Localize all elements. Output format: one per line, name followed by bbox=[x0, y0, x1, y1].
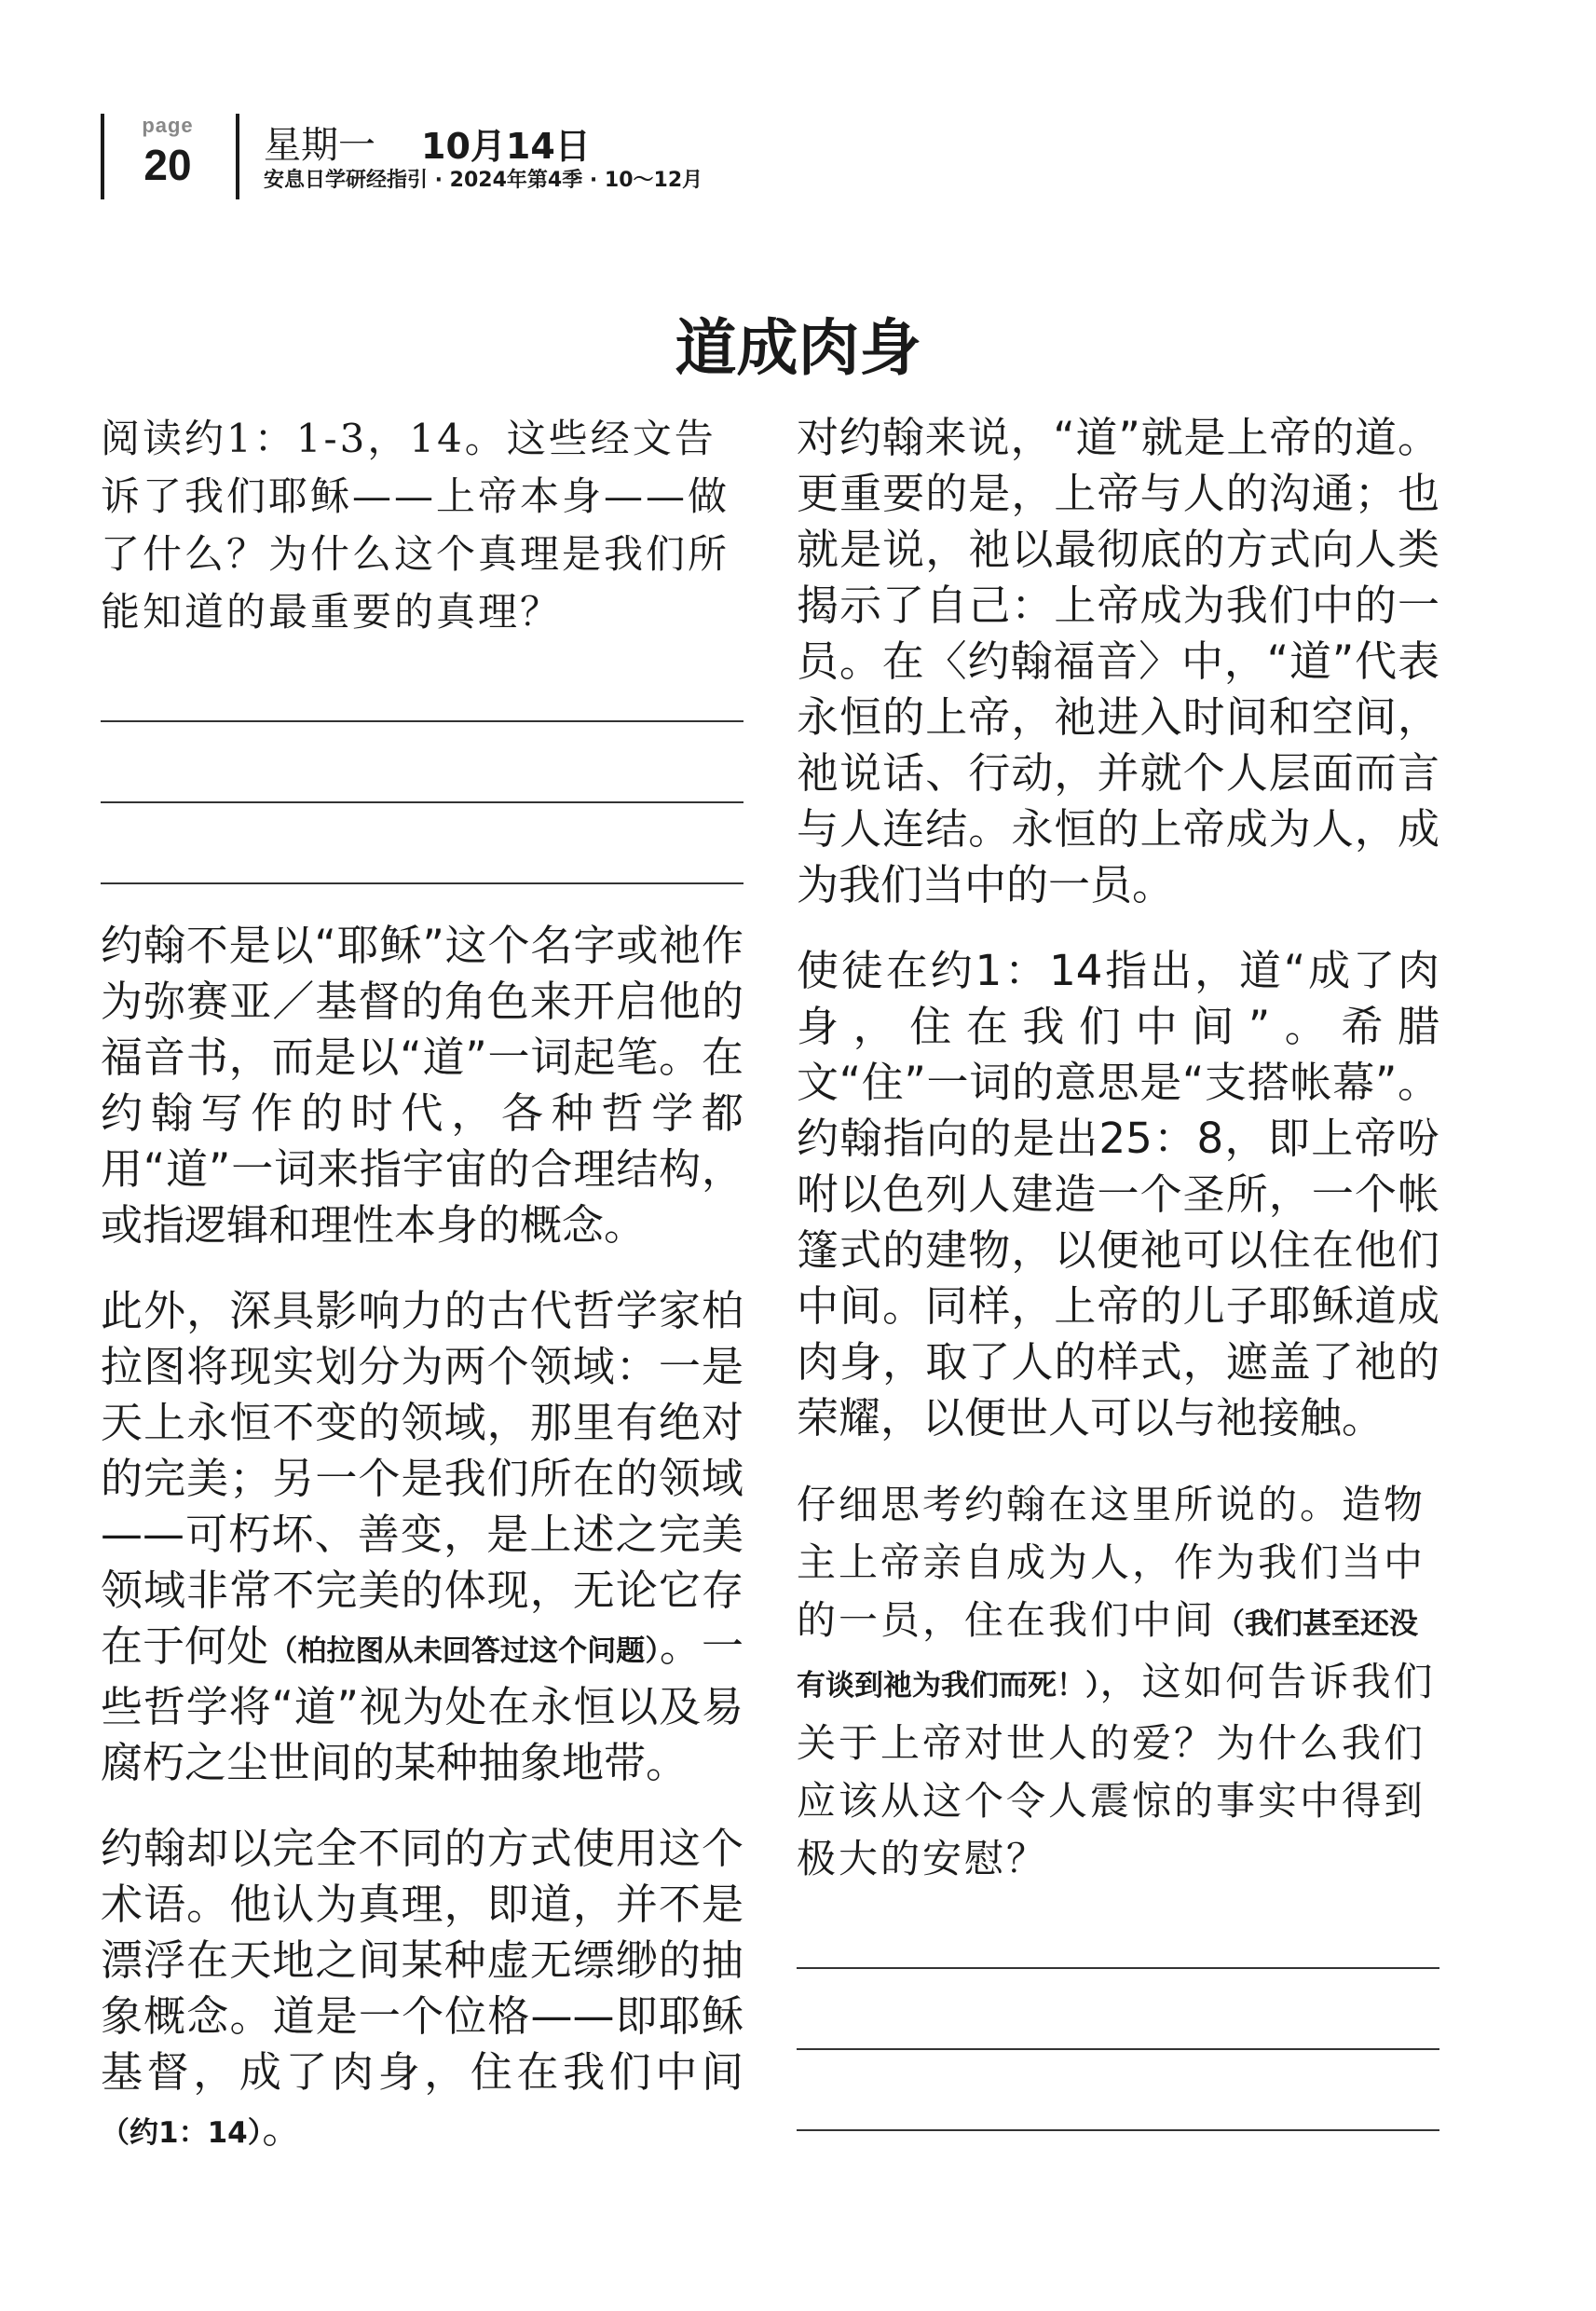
answer-line[interactable] bbox=[101, 800, 743, 803]
page-number: 20 bbox=[143, 141, 192, 189]
answer-lines-1[interactable] bbox=[101, 719, 743, 884]
question-text: 仔细思考约翰在这里所说的。造物主上帝亲自成为人，作为我们当中的一员，住在我们中间 bbox=[797, 1482, 1426, 1643]
study-question-1: 阅读约1：1-3，14。这些经文告诉了我们耶稣——上帝本身——做了什么？为什么这个真理是我们所能知道的最重要的真理？ bbox=[101, 416, 730, 635]
scripture-reference: （约1：14） bbox=[101, 2116, 263, 2150]
paragraph: 使徒在约1：14指出，道“成了肉身，住在我们中间”。希腊文“住”一词的意思是“支搭帐幕”。约翰指向的是出25：8，即上帝吩咐以色列人建造一个圣所，一个帐篷式的建物，以便祂可以住在他们中间。同样，上帝的儿子耶稣道成肉身，取了人的样式，遮盖了祂的荣耀，以便世人可以与祂接触。 bbox=[797, 946, 1439, 1443]
page-title: 道成肉身 bbox=[675, 311, 921, 384]
header-day: 星期一 bbox=[264, 124, 375, 167]
parenthetical-note: （我们甚至还没有谈到祂为我们而死！） bbox=[797, 1607, 1419, 1702]
paragraph bbox=[101, 1821, 743, 2161]
header-divider bbox=[236, 114, 239, 199]
paragraph bbox=[101, 1283, 743, 1791]
paragraph: 约翰不是以“耶稣”这个名字或祂作为弥赛亚／基督的角色来开启他的福音书，而是以“道”一词起笔。在约翰写作的时代，各种哲学都用“道”一词来指宇宙的合理结构，或指逻辑和理性本身的概念。 bbox=[101, 921, 743, 1250]
answer-line[interactable] bbox=[101, 719, 743, 722]
question-text: ，这如何告诉我们关于上帝对世人的爱？为什么我们应该从这个令人震惊的事实中得到极大的安慰？ bbox=[797, 1659, 1436, 1881]
answer-line[interactable] bbox=[797, 1966, 1439, 1969]
paragraph: 对约翰来说，“道”就是上帝的道。更重要的是，上帝与人的沟通；也就是说，祂以最彻底的方式向人类揭示了自己：上帝成为我们中的一员。在〈约翰福音〉中，“道”代表永恒的上帝，祂进入时间和空间，祂说话、行动，并就个人层面而言与人连结。永恒的上帝成为人，成为我们当中的一员。 bbox=[797, 413, 1439, 909]
header-left-bar bbox=[101, 114, 104, 199]
answer-line[interactable] bbox=[797, 2047, 1439, 2050]
parenthetical-note: （柏拉图从未回答过这个问题） bbox=[268, 1634, 660, 1668]
page-label: page bbox=[142, 114, 194, 137]
paragraph-text: 。 bbox=[262, 2103, 305, 2153]
header-date: 10月14日 bbox=[421, 126, 591, 167]
left-column bbox=[101, 410, 743, 2191]
answer-line[interactable] bbox=[101, 882, 743, 884]
study-question-2 bbox=[797, 1476, 1439, 1888]
paragraph-text: 。一些哲学将“道”视为处在永恒以及易腐朽之尘世间的某种抽象地带。 bbox=[101, 1621, 743, 1787]
right-column bbox=[797, 410, 1439, 2165]
header-subtitle: 安息日学研经指引 · 2024年第4季 · 10～12月 bbox=[264, 169, 703, 192]
answer-line[interactable] bbox=[797, 2128, 1439, 2131]
paragraph-text: 此外，深具影响力的古代哲学家柏拉图将现实划分为两个领域：一是天上永恒不变的领域，那里有绝对的完美；另一个是我们所在的领域——可朽坏、善变，是上述之完美领域非常不完美的体现，无论它存在于何处 bbox=[101, 1286, 743, 1671]
paragraph-text: 约翰却以完全不同的方式使用这个术语。他认为真理，即道，并不是漂浮在天地之间某种虚无缥缈的抽象概念。道是一个位格——即耶稣基督，成了肉身，住在我们中间 bbox=[101, 1824, 743, 2097]
answer-lines-2[interactable] bbox=[797, 1966, 1439, 2131]
